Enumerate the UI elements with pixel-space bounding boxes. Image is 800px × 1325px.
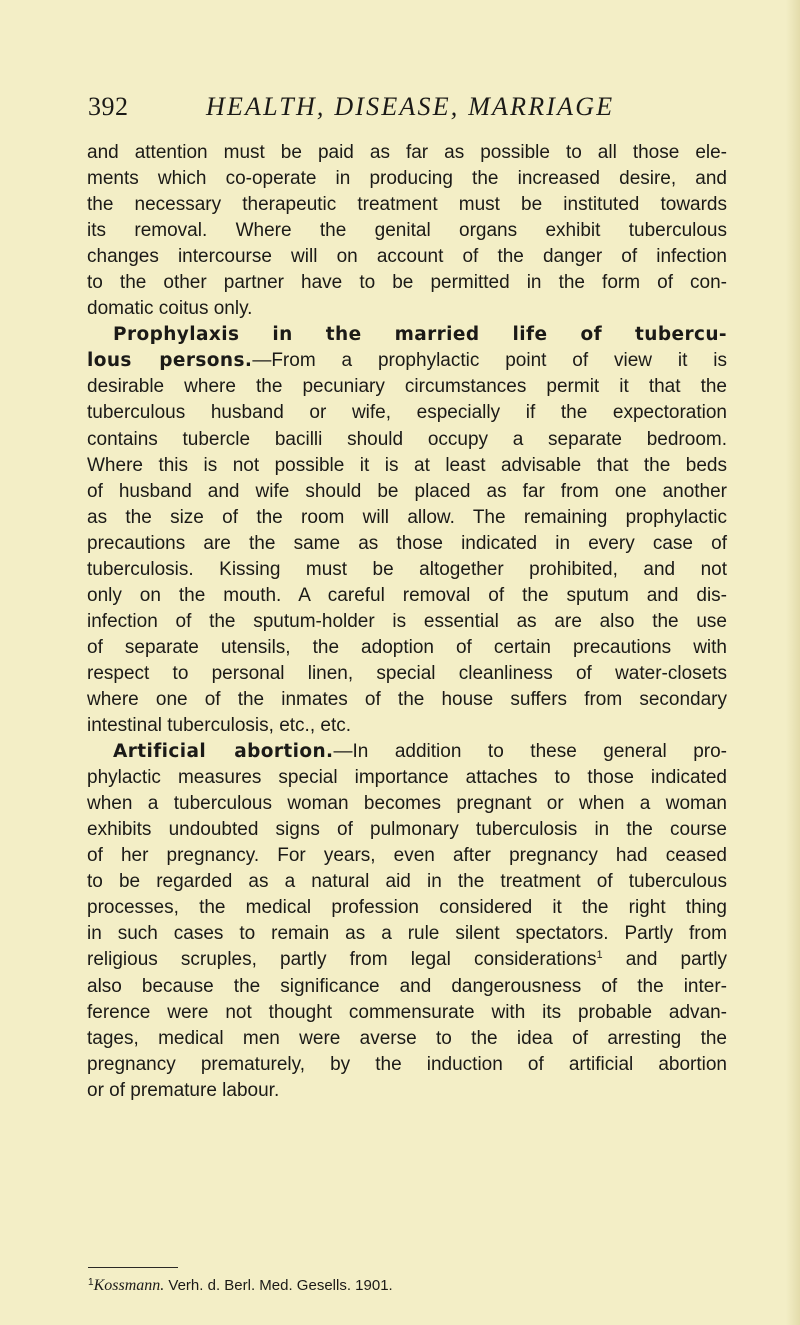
text-line: tuberculous husband or wife, especially if the expectoration: [87, 402, 727, 424]
section-intro-text: —From a prophylactic point of view it is: [252, 350, 728, 372]
section-heading-line: [87, 322, 727, 348]
text-fragment: and partly: [602, 949, 727, 971]
text-line: respect to personal linen, special cleanliness of water-closets: [87, 662, 727, 684]
footnote: [88, 1273, 728, 1296]
text-line: exhibits undoubted signs of pulmonary tuberculosis in the course: [87, 819, 727, 841]
text-line: to be regarded as a natural aid in the treatment of tuberculous: [87, 871, 727, 893]
text-line: ments which co-operate in producing the increased desire, and: [87, 168, 727, 190]
text-line: tuberculosis. Kissing must be altogether prohibited, and not: [87, 558, 727, 580]
footnote-divider: [88, 1267, 178, 1268]
text-line: phylactic measures special importance attaches to those indicated: [87, 767, 727, 789]
text-line: its removal. Where the genital organs exhibit tuberculous: [87, 220, 727, 242]
text-line: also because the significance and dangerousness of the inter-: [87, 975, 727, 997]
page-edge: [786, 0, 800, 1325]
text-line: the necessary therapeutic treatment must be instituted towards: [87, 194, 727, 216]
running-header: [88, 92, 728, 132]
footnote-reference[interactable]: 1: [596, 949, 603, 962]
footnote-citation: Verh. d. Berl. Med. Gesells. 1901.: [164, 1277, 393, 1294]
text-line: [87, 739, 727, 765]
text-line: [87, 348, 727, 374]
footnote-marker: 1: [88, 1277, 94, 1288]
text-line: of separate utensils, the adoption of certain precautions with: [87, 636, 727, 658]
body-text: [87, 140, 727, 1104]
text-line: as the size of the room will allow. The remaining prophylactic: [87, 506, 727, 528]
running-title: HEALTH, DISEASE, MARRIAGE: [206, 92, 615, 121]
text-line: domatic coitus only.: [87, 298, 253, 320]
section-heading-prophylaxis: Prophylaxis in the married life of tubercu-: [113, 324, 727, 346]
text-line: Where this is not possible it is at least advisable that the beds: [87, 454, 727, 476]
text-line: pregnancy prematurely, by the induction of artificial abortion: [87, 1053, 727, 1075]
text-line: of her pregnancy. For years, even after pregnancy had ceased: [87, 845, 727, 867]
text-line: or of premature labour.: [87, 1079, 280, 1101]
text-line: [87, 947, 727, 973]
text-line: infection of the sputum-holder is essential as are also the use: [87, 610, 727, 632]
text-line: precautions are the same as those indicated in every case of: [87, 532, 727, 554]
text-line: contains tubercle bacilli should occupy a separate bedroom.: [87, 428, 727, 450]
text-line: intestinal tuberculosis, etc., etc.: [87, 715, 352, 737]
text-line: desirable where the pecuniary circumstances permit it that the: [87, 376, 727, 398]
text-fragment: religious scruples, partly from legal considerations: [87, 949, 597, 971]
text-line: tages, medical men were averse to the idea of arresting the: [87, 1027, 727, 1049]
text-line: processes, the medical profession considered it the right thing: [87, 897, 727, 919]
text-line: and attention must be paid as far as possible to all those ele-: [87, 142, 727, 163]
footnote-author: Kossmann.: [93, 1277, 165, 1294]
text-line: changes intercourse will on account of the danger of infection: [87, 246, 727, 268]
section-intro-text: —In addition to these general pro-: [333, 741, 727, 763]
section-heading-prophylaxis-end: lous persons.: [87, 350, 253, 372]
page-number: 392: [88, 92, 129, 121]
text-line: of husband and wife should be placed as far from one another: [87, 480, 727, 502]
text-line: in such cases to remain as a rule silent spectators. Partly from: [87, 923, 727, 945]
text-line: where one of the inmates of the house suffers from secondary: [87, 688, 727, 710]
section-heading-abortion: Artificial abortion.: [113, 741, 334, 763]
text-line: ference were not thought commensurate with its probable advan-: [87, 1001, 727, 1023]
text-line: when a tuberculous woman becomes pregnant or when a woman: [87, 793, 727, 815]
text-line: to the other partner have to be permitted in the form of con-: [87, 272, 727, 294]
text-line: only on the mouth. A careful removal of the sputum and dis-: [87, 584, 727, 606]
